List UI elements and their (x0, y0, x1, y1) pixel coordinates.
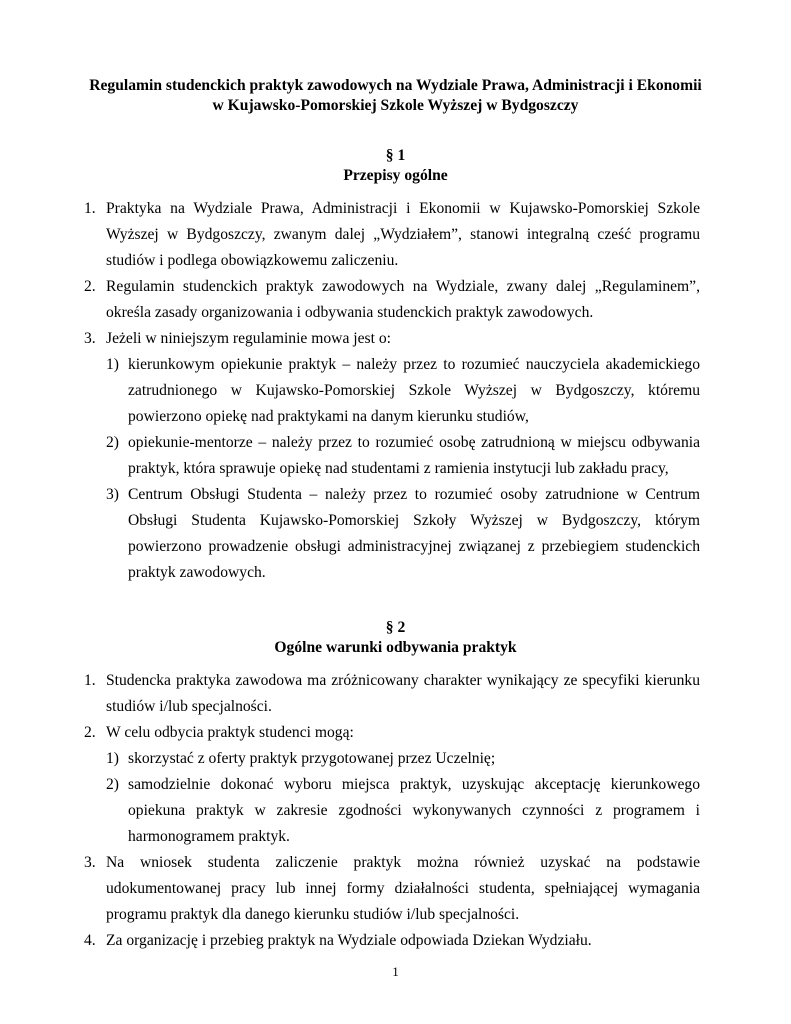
list-item (0, 668, 700, 720)
sub-item-text: samodzielnie dokonać wyboru miejsca praktyk, uzyskując akceptację kierunkowego opiekuna praktyk w zakresie zgodności wykonywanych czynności z programem i harmonogramem praktyk. (128, 776, 700, 845)
sub-item-text: kierunkowym opiekunie praktyk – należy przez to rozumieć nauczyciela akademickiego zatrudnionego w Kujawsko-Pomorskiej Szkole Wyższej w Bydgoszczy, któremu powierzono opiekę nad praktykami na danym kierunku studiów, (128, 356, 700, 425)
item-number: 1. (84, 200, 96, 217)
section-1-list (0, 196, 791, 586)
sub-item-text: opiekunie-mentorze – należy przez to rozumieć osobę zatrudnioną w miejscu odbywania praktyk, która sprawuje opiekę nad studentami z ramienia instytucji lub zakładu pracy, (128, 434, 700, 477)
sub-item (106, 430, 700, 482)
item-number: 3. (84, 854, 96, 871)
section-1-heading: Przepisy ogólne (343, 167, 448, 184)
sub-item-number: 2) (106, 434, 119, 451)
sub-item-number: 1) (106, 750, 119, 767)
sub-item-number: 2) (106, 776, 119, 793)
list-item (0, 196, 700, 274)
sub-item-number: 1) (106, 356, 119, 373)
sub-item (106, 352, 700, 430)
document-title (0, 76, 791, 116)
section-2-header (0, 618, 791, 658)
item-text: Na wniosek studenta zaliczenie praktyk można również uzyskać na podstawie udokumentowanej pracy lub innej formy działalności studenta, spełniającej wymagania programu praktyk dla danego kierunku studiów i/lub specjalności. (106, 854, 700, 923)
section-1-header (0, 146, 791, 186)
sub-item-number: 3) (106, 486, 119, 503)
item-text: W celu odbycia praktyk studenci mogą: (106, 724, 354, 741)
item-number: 3. (84, 330, 96, 347)
item-text: Praktyka na Wydziale Prawa, Administracji i Ekonomii w Kujawsko-Pomorskiej Szkole Wyższej w Bydgoszczy, zwanym dalej „Wydziałem”, stanowi integralną cześć programu studiów i podlega obowiązkowemu zaliczeniu. (106, 200, 700, 269)
title-line-1: Regulamin studenckich praktyk zawodowych na Wydziale Prawa, Administracji i Ekonomii (89, 77, 702, 94)
sub-item (106, 746, 700, 772)
list-item (0, 928, 700, 954)
sub-item (106, 482, 700, 586)
list-item (0, 274, 700, 326)
item-number: 2. (84, 724, 96, 741)
section-2-symbol: § 2 (385, 619, 406, 636)
page-number: 1 (392, 964, 399, 979)
item-text: Regulamin studenckich praktyk zawodowych na Wydziale, zwany dalej „Regulaminem”, określa zasady organizowania i odbywania studenckich praktyk zawodowych. (106, 278, 700, 321)
item-number: 2. (84, 278, 96, 295)
item-number: 4. (84, 932, 96, 949)
item-text: Studencka praktyka zawodowa ma zróżnicowany charakter wynikający ze specyfiki kierunku studiów i/lub specjalności. (106, 672, 700, 715)
list-item (0, 720, 700, 850)
sub-item-text: Centrum Obsługi Studenta – należy przez to rozumieć osoby zatrudnione w Centrum Obsługi Studenta Kujawsko-Pomorskiej Szkoły Wyższej w Bydgoszczy, którym powierzono prowadzenie obsługi administracyjnej związanej z przebiegiem studenckich praktyk zawodowych. (128, 486, 700, 581)
item-text: Za organizację i przebieg praktyk na Wydziale odpowiada Dziekan Wydziału. (106, 932, 592, 949)
list-item (0, 326, 700, 586)
item-number: 1. (84, 672, 96, 689)
sub-item (106, 772, 700, 850)
section-1-symbol: § 1 (385, 147, 406, 164)
sub-item-text: skorzystać z oferty praktyk przygotowanej przez Uczelnię; (128, 750, 496, 767)
section-2-list (0, 668, 791, 954)
section-2-heading: Ogólne warunki odbywania praktyk (274, 639, 517, 656)
title-line-2: w Kujawsko-Pomorskiej Szkole Wyższej w Bydgoszczy (212, 97, 579, 114)
item-text: Jeżeli w niniejszym regulaminie mowa jest o: (106, 330, 391, 347)
list-item (0, 850, 700, 928)
